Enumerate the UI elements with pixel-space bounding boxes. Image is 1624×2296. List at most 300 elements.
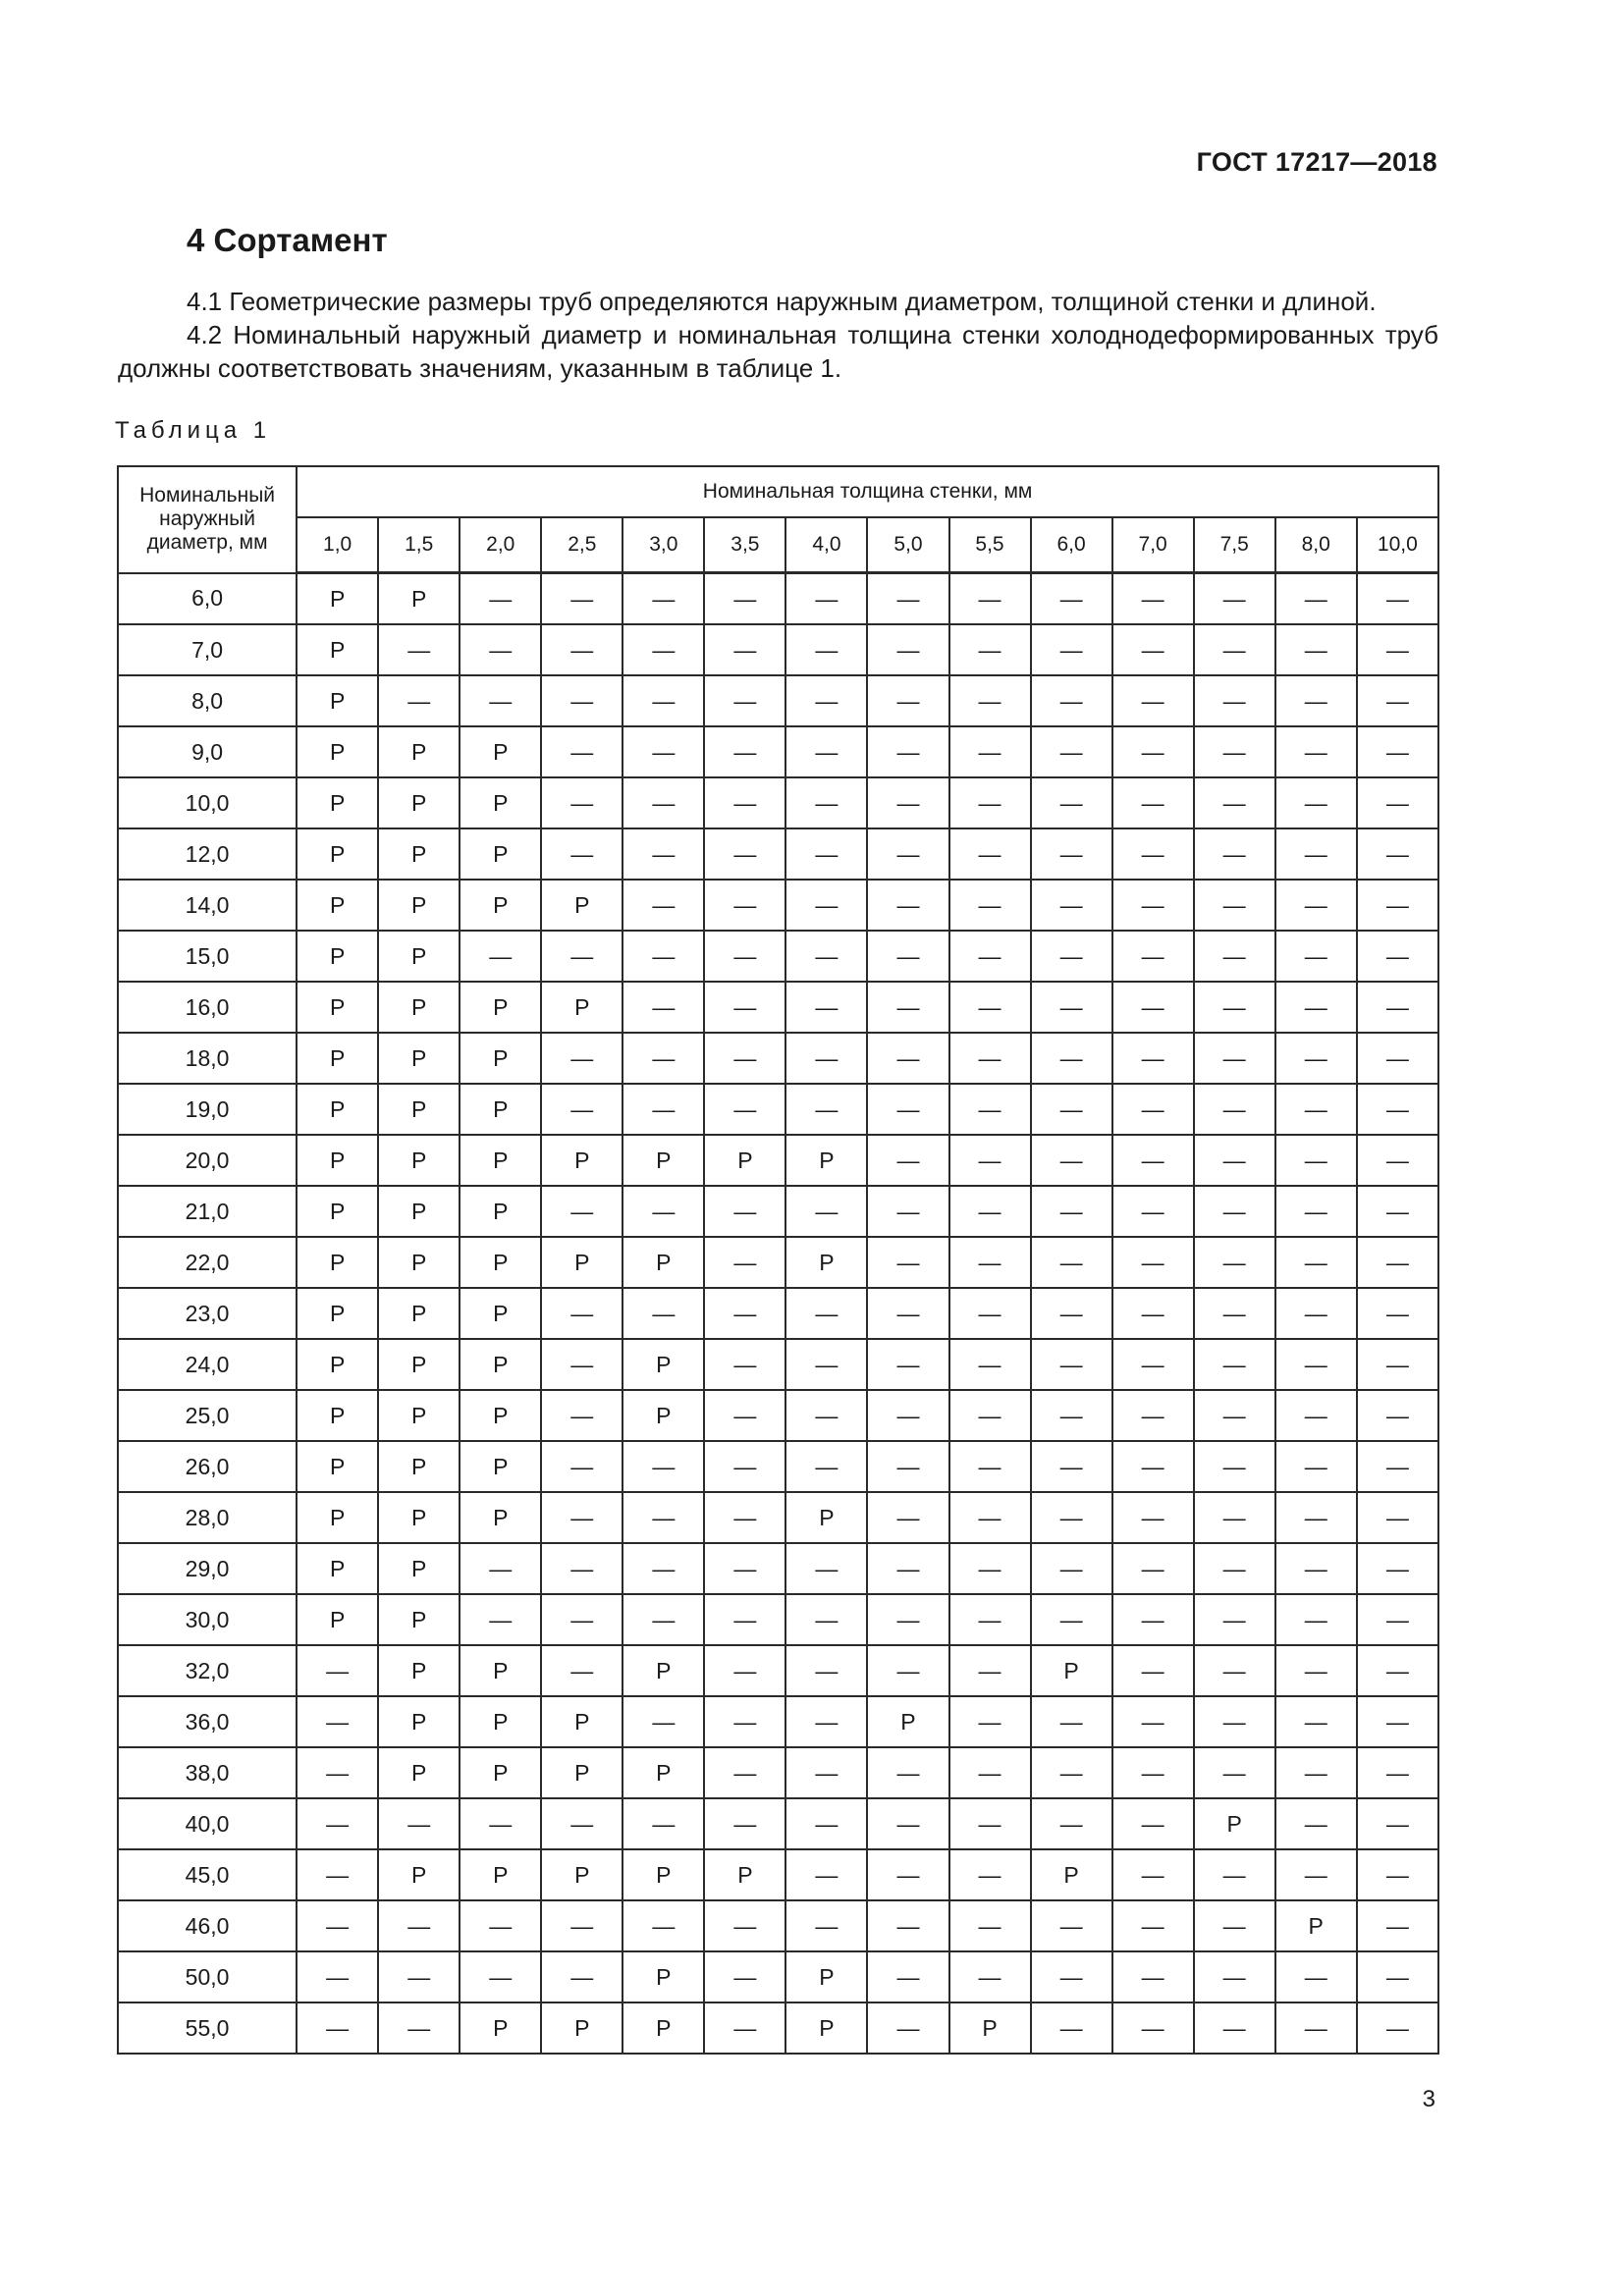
availability-cell: Р: [460, 1186, 541, 1237]
availability-cell: —: [1194, 675, 1275, 726]
availability-cell: Р: [460, 880, 541, 931]
availability-cell: —: [1194, 1543, 1275, 1594]
availability-cell: —: [1194, 1645, 1275, 1696]
availability-cell: —: [1357, 1492, 1438, 1543]
availability-cell: —: [1275, 828, 1357, 880]
availability-cell: —: [1112, 1033, 1194, 1084]
availability-cell: —: [785, 982, 867, 1033]
availability-cell: —: [1275, 675, 1357, 726]
thickness-header: 10,0: [1357, 517, 1438, 573]
availability-cell: —: [1194, 1339, 1275, 1390]
availability-cell: Р: [378, 1186, 460, 1237]
availability-cell: —: [1031, 1339, 1112, 1390]
diameter-cell: 15,0: [118, 931, 297, 982]
availability-cell: Р: [297, 726, 378, 777]
availability-cell: —: [1031, 1033, 1112, 1084]
availability-cell: Р: [378, 828, 460, 880]
availability-cell: —: [1194, 1441, 1275, 1492]
availability-cell: —: [623, 675, 704, 726]
availability-cell: Р: [785, 2002, 867, 2054]
availability-cell: —: [1275, 777, 1357, 828]
availability-cell: —: [1112, 777, 1194, 828]
availability-cell: —: [949, 1033, 1031, 1084]
availability-cell: Р: [623, 1339, 704, 1390]
availability-cell: —: [297, 1849, 378, 1900]
availability-cell: —: [1031, 1288, 1112, 1339]
availability-cell: —: [623, 777, 704, 828]
availability-cell: —: [297, 1696, 378, 1747]
availability-cell: —: [1194, 1900, 1275, 1951]
availability-cell: —: [1031, 931, 1112, 982]
availability-cell: —: [1112, 880, 1194, 931]
availability-cell: —: [1357, 1033, 1438, 1084]
availability-cell: —: [1357, 675, 1438, 726]
availability-cell: Р: [297, 880, 378, 931]
availability-cell: —: [378, 675, 460, 726]
availability-cell: —: [867, 675, 948, 726]
availability-cell: —: [541, 726, 623, 777]
availability-cell: Р: [541, 1237, 623, 1288]
availability-cell: —: [867, 777, 948, 828]
availability-cell: —: [949, 1849, 1031, 1900]
availability-cell: —: [949, 1900, 1031, 1951]
availability-cell: —: [704, 1747, 785, 1798]
availability-cell: —: [704, 1492, 785, 1543]
availability-cell: —: [1275, 1543, 1357, 1594]
availability-cell: —: [949, 1696, 1031, 1747]
availability-cell: —: [297, 1900, 378, 1951]
table-caption: Таблица 1: [115, 417, 272, 444]
availability-cell: —: [1275, 1237, 1357, 1288]
availability-cell: —: [1194, 1288, 1275, 1339]
availability-cell: —: [1194, 880, 1275, 931]
diameter-cell: 40,0: [118, 1798, 297, 1849]
availability-cell: —: [867, 828, 948, 880]
availability-cell: —: [623, 1492, 704, 1543]
availability-cell: —: [1112, 1186, 1194, 1237]
table-body: [118, 573, 1438, 2055]
availability-cell: —: [1194, 1135, 1275, 1186]
availability-cell: —: [1031, 1798, 1112, 1849]
availability-cell: Р: [460, 1645, 541, 1696]
availability-cell: —: [541, 1033, 623, 1084]
availability-cell: —: [867, 726, 948, 777]
availability-cell: —: [623, 1033, 704, 1084]
diameter-cell: 22,0: [118, 1237, 297, 1288]
availability-cell: —: [541, 1186, 623, 1237]
availability-cell: —: [867, 1237, 948, 1288]
availability-cell: —: [623, 931, 704, 982]
availability-cell: —: [1031, 1441, 1112, 1492]
table-row: [118, 880, 1438, 931]
availability-cell: Р: [460, 2002, 541, 2054]
paragraph-4-1: 4.1 Геометрические размеры труб определяются наружным диаметром, толщиной стенки и длиной.: [187, 287, 1377, 316]
availability-cell: Р: [541, 2002, 623, 2054]
availability-cell: —: [704, 1696, 785, 1747]
availability-cell: Р: [623, 2002, 704, 2054]
availability-cell: Р: [378, 1441, 460, 1492]
availability-cell: —: [541, 675, 623, 726]
availability-cell: —: [1031, 1900, 1112, 1951]
diameter-cell: 45,0: [118, 1849, 297, 1900]
availability-cell: Р: [623, 1135, 704, 1186]
availability-cell: Р: [541, 1135, 623, 1186]
availability-cell: —: [1031, 1747, 1112, 1798]
availability-cell: —: [1194, 1747, 1275, 1798]
availability-cell: —: [867, 624, 948, 675]
availability-cell: —: [1194, 1033, 1275, 1084]
availability-cell: —: [704, 2002, 785, 2054]
availability-cell: —: [1112, 1237, 1194, 1288]
availability-cell: —: [867, 1747, 948, 1798]
table-row: [118, 675, 1438, 726]
availability-cell: Р: [297, 624, 378, 675]
availability-cell: —: [785, 1900, 867, 1951]
availability-cell: —: [867, 1186, 948, 1237]
availability-cell: —: [1275, 1594, 1357, 1645]
availability-cell: —: [1357, 1849, 1438, 1900]
availability-cell: Р: [297, 675, 378, 726]
table-row: [118, 777, 1438, 828]
section-heading: 4 Сортамент: [187, 222, 388, 258]
availability-cell: —: [704, 1288, 785, 1339]
availability-cell: —: [1031, 1951, 1112, 2002]
availability-cell: —: [704, 1543, 785, 1594]
page-number: 3: [1422, 2086, 1435, 2112]
availability-cell: —: [1031, 1084, 1112, 1135]
availability-cell: Р: [460, 1339, 541, 1390]
availability-cell: —: [1112, 1135, 1194, 1186]
availability-cell: —: [1031, 1543, 1112, 1594]
availability-cell: —: [867, 1084, 948, 1135]
availability-cell: —: [867, 1288, 948, 1339]
diameter-cell: 25,0: [118, 1390, 297, 1441]
availability-cell: —: [785, 1390, 867, 1441]
availability-cell: —: [1275, 1492, 1357, 1543]
availability-cell: —: [949, 1645, 1031, 1696]
availability-cell: —: [704, 1441, 785, 1492]
availability-cell: Р: [460, 1849, 541, 1900]
availability-cell: Р: [460, 982, 541, 1033]
availability-cell: —: [1275, 2002, 1357, 2054]
availability-cell: Р: [623, 1390, 704, 1441]
availability-cell: Р: [297, 1135, 378, 1186]
diameter-cell: 7,0: [118, 624, 297, 675]
availability-cell: Р: [297, 1339, 378, 1390]
availability-cell: —: [1194, 573, 1275, 625]
availability-cell: Р: [1194, 1798, 1275, 1849]
availability-cell: —: [297, 1747, 378, 1798]
availability-cell: Р: [623, 1237, 704, 1288]
group-header-thickness: Номинальная толщина стенки, мм: [297, 466, 1438, 517]
availability-cell: —: [1031, 1594, 1112, 1645]
availability-cell: —: [704, 931, 785, 982]
availability-cell: Р: [297, 1492, 378, 1543]
availability-cell: —: [1357, 1237, 1438, 1288]
availability-cell: —: [541, 828, 623, 880]
availability-cell: —: [541, 931, 623, 982]
availability-cell: —: [867, 1900, 948, 1951]
availability-cell: Р: [785, 1237, 867, 1288]
availability-cell: —: [1194, 624, 1275, 675]
availability-cell: —: [1275, 1951, 1357, 2002]
availability-cell: —: [949, 1186, 1031, 1237]
availability-cell: —: [949, 1390, 1031, 1441]
table-row: [118, 1441, 1438, 1492]
availability-cell: —: [785, 1747, 867, 1798]
availability-cell: —: [460, 1594, 541, 1645]
availability-cell: —: [704, 1900, 785, 1951]
availability-cell: Р: [297, 1543, 378, 1594]
availability-cell: Р: [378, 1390, 460, 1441]
availability-cell: —: [1275, 1747, 1357, 1798]
availability-cell: —: [378, 1951, 460, 2002]
availability-cell: —: [867, 1492, 948, 1543]
availability-cell: —: [1194, 1237, 1275, 1288]
availability-cell: Р: [541, 880, 623, 931]
availability-cell: Р: [378, 1849, 460, 1900]
availability-cell: —: [541, 1492, 623, 1543]
table-row: [118, 1900, 1438, 1951]
table-row: [118, 1237, 1438, 1288]
availability-cell: Р: [378, 777, 460, 828]
availability-cell: Р: [460, 828, 541, 880]
availability-cell: —: [1031, 1492, 1112, 1543]
availability-cell: —: [949, 1492, 1031, 1543]
availability-cell: Р: [541, 1747, 623, 1798]
availability-cell: Р: [1031, 1645, 1112, 1696]
availability-cell: —: [378, 1900, 460, 1951]
availability-cell: Р: [460, 1696, 541, 1747]
availability-cell: —: [460, 1900, 541, 1951]
availability-cell: —: [1194, 1849, 1275, 1900]
diameter-cell: 46,0: [118, 1900, 297, 1951]
availability-cell: —: [1357, 1339, 1438, 1390]
diameter-cell: 19,0: [118, 1084, 297, 1135]
availability-cell: —: [1112, 1543, 1194, 1594]
availability-cell: —: [949, 1339, 1031, 1390]
availability-cell: —: [1031, 1186, 1112, 1237]
availability-cell: —: [785, 828, 867, 880]
availability-cell: —: [785, 1441, 867, 1492]
availability-cell: —: [623, 1798, 704, 1849]
availability-cell: —: [1112, 1288, 1194, 1339]
availability-cell: —: [1194, 1084, 1275, 1135]
availability-cell: —: [949, 1594, 1031, 1645]
availability-cell: —: [1357, 726, 1438, 777]
availability-cell: Р: [378, 1747, 460, 1798]
availability-cell: —: [1112, 1594, 1194, 1645]
availability-cell: —: [541, 1900, 623, 1951]
availability-cell: Р: [378, 726, 460, 777]
availability-cell: —: [1275, 1186, 1357, 1237]
availability-cell: —: [1357, 777, 1438, 828]
table-row: [118, 828, 1438, 880]
table-row: [118, 573, 1438, 625]
availability-cell: —: [1112, 1900, 1194, 1951]
availability-cell: —: [1194, 828, 1275, 880]
availability-cell: —: [1031, 1135, 1112, 1186]
availability-cell: —: [541, 1543, 623, 1594]
availability-cell: Р: [460, 1288, 541, 1339]
table-row: [118, 1390, 1438, 1441]
diameter-cell: 32,0: [118, 1645, 297, 1696]
availability-cell: —: [1194, 1492, 1275, 1543]
table-row: [118, 1288, 1438, 1339]
availability-cell: —: [1031, 828, 1112, 880]
availability-cell: —: [949, 1135, 1031, 1186]
availability-cell: Р: [623, 1849, 704, 1900]
availability-cell: —: [704, 675, 785, 726]
availability-cell: —: [1275, 1441, 1357, 1492]
table-row: [118, 1645, 1438, 1696]
availability-cell: —: [623, 982, 704, 1033]
availability-cell: —: [704, 1237, 785, 1288]
thickness-header: 2,5: [541, 517, 623, 573]
availability-cell: —: [1357, 880, 1438, 931]
availability-cell: —: [704, 624, 785, 675]
availability-cell: —: [541, 573, 623, 625]
availability-cell: Р: [704, 1135, 785, 1186]
availability-cell: —: [1357, 1747, 1438, 1798]
availability-cell: —: [1112, 1645, 1194, 1696]
availability-cell: —: [1112, 675, 1194, 726]
availability-cell: —: [1275, 573, 1357, 625]
assortment-table: [117, 465, 1439, 2055]
availability-cell: —: [785, 1543, 867, 1594]
availability-cell: —: [378, 624, 460, 675]
availability-cell: —: [623, 1594, 704, 1645]
availability-cell: —: [1275, 1798, 1357, 1849]
availability-cell: —: [297, 1645, 378, 1696]
availability-cell: —: [1275, 1645, 1357, 1696]
availability-cell: —: [623, 1441, 704, 1492]
availability-cell: —: [1112, 1084, 1194, 1135]
availability-cell: —: [1112, 1849, 1194, 1900]
availability-cell: —: [541, 1798, 623, 1849]
diameter-cell: 50,0: [118, 1951, 297, 2002]
thickness-header: 7,5: [1194, 517, 1275, 573]
availability-cell: —: [623, 624, 704, 675]
availability-cell: —: [785, 1849, 867, 1900]
availability-cell: —: [1194, 777, 1275, 828]
availability-cell: —: [1357, 1951, 1438, 2002]
availability-cell: Р: [460, 1441, 541, 1492]
availability-cell: —: [867, 573, 948, 625]
availability-cell: —: [867, 1645, 948, 1696]
diameter-cell: 55,0: [118, 2002, 297, 2054]
table-row: [118, 624, 1438, 675]
availability-cell: —: [460, 573, 541, 625]
availability-cell: —: [704, 573, 785, 625]
availability-cell: —: [949, 624, 1031, 675]
availability-cell: —: [1112, 573, 1194, 625]
table-row: [118, 2002, 1438, 2054]
availability-cell: Р: [949, 2002, 1031, 2054]
availability-cell: —: [785, 931, 867, 982]
availability-cell: —: [949, 1288, 1031, 1339]
availability-cell: —: [1194, 1951, 1275, 2002]
availability-cell: —: [1357, 931, 1438, 982]
availability-cell: —: [460, 931, 541, 982]
availability-cell: —: [785, 880, 867, 931]
availability-cell: —: [867, 1441, 948, 1492]
thickness-header: 3,5: [704, 517, 785, 573]
availability-cell: Р: [460, 1135, 541, 1186]
availability-cell: Р: [785, 1492, 867, 1543]
availability-cell: Р: [297, 1594, 378, 1645]
availability-cell: —: [1112, 828, 1194, 880]
availability-cell: —: [704, 1594, 785, 1645]
availability-cell: Р: [541, 982, 623, 1033]
availability-cell: —: [1275, 931, 1357, 982]
availability-cell: —: [297, 1951, 378, 2002]
availability-cell: Р: [297, 1288, 378, 1339]
availability-cell: Р: [378, 1645, 460, 1696]
availability-cell: —: [704, 1798, 785, 1849]
availability-cell: Р: [297, 1186, 378, 1237]
availability-cell: —: [623, 1288, 704, 1339]
availability-cell: —: [541, 1441, 623, 1492]
availability-cell: —: [1275, 624, 1357, 675]
availability-cell: Р: [460, 1390, 541, 1441]
availability-cell: —: [867, 982, 948, 1033]
availability-cell: —: [541, 1594, 623, 1645]
thickness-header: 7,0: [1112, 517, 1194, 573]
availability-cell: Р: [378, 1492, 460, 1543]
availability-cell: —: [541, 624, 623, 675]
availability-cell: —: [785, 1033, 867, 1084]
availability-cell: Р: [623, 1645, 704, 1696]
table-header-row-thickness: [118, 517, 1438, 573]
table-row: [118, 1849, 1438, 1900]
availability-cell: Р: [378, 1696, 460, 1747]
table-row: [118, 1798, 1438, 1849]
availability-cell: —: [785, 675, 867, 726]
table-row: [118, 1492, 1438, 1543]
availability-cell: —: [1194, 2002, 1275, 2054]
thickness-header: 3,0: [623, 517, 704, 573]
availability-cell: —: [378, 1798, 460, 1849]
availability-cell: —: [704, 1390, 785, 1441]
availability-cell: —: [1357, 1441, 1438, 1492]
diameter-cell: 29,0: [118, 1543, 297, 1594]
availability-cell: —: [1112, 1492, 1194, 1543]
thickness-header: 6,0: [1031, 517, 1112, 573]
table-row: [118, 1033, 1438, 1084]
availability-cell: —: [623, 828, 704, 880]
diameter-cell: 10,0: [118, 777, 297, 828]
availability-cell: —: [867, 1798, 948, 1849]
availability-cell: —: [1357, 982, 1438, 1033]
availability-cell: —: [541, 1645, 623, 1696]
thickness-header: 5,5: [949, 517, 1031, 573]
availability-cell: —: [297, 2002, 378, 2054]
availability-cell: —: [867, 1951, 948, 2002]
availability-cell: Р: [378, 982, 460, 1033]
availability-cell: —: [949, 1237, 1031, 1288]
availability-cell: —: [949, 828, 1031, 880]
availability-cell: —: [1357, 2002, 1438, 2054]
availability-cell: —: [1112, 2002, 1194, 2054]
paragraph-4-2: 4.2 Номинальный наружный диаметр и номинальная толщина стенки холоднодеформированных труб должны соответствовать значениям, указанным в таблице 1.: [118, 320, 1438, 383]
availability-cell: —: [949, 675, 1031, 726]
corner-header-diameter: Номинальный наружный диаметр, мм: [118, 466, 297, 573]
availability-cell: —: [1275, 1033, 1357, 1084]
availability-cell: —: [1275, 1084, 1357, 1135]
diameter-cell: 16,0: [118, 982, 297, 1033]
availability-cell: —: [541, 1084, 623, 1135]
